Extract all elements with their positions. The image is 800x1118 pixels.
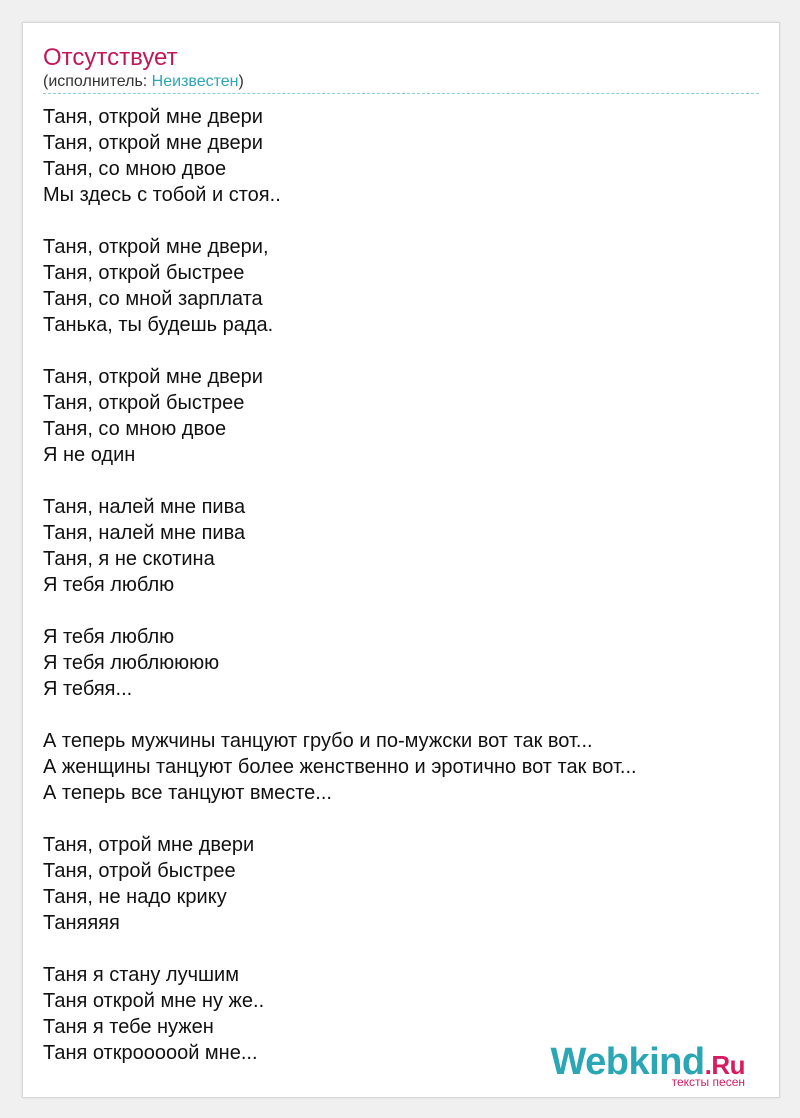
lyric-line: А теперь мужчины танцуют грубо и по-мужски вот так вот... xyxy=(43,730,593,752)
lyric-line: Таня, открой мне двери xyxy=(43,366,263,388)
lyric-line: Мы здесь с тобой и стоя.. xyxy=(43,184,281,206)
lyric-line: Таня открооооой мне... xyxy=(43,1042,258,1064)
lyric-line: Таня я тебе нужен xyxy=(43,1016,214,1038)
logo-name: Webkind xyxy=(550,1041,705,1083)
lyric-line: А теперь все танцуют вместе... xyxy=(43,782,332,804)
lyrics-stanza xyxy=(43,624,759,702)
artist-line xyxy=(43,72,244,92)
artist-suffix: ) xyxy=(238,73,244,90)
lyric-line: Таняяяя xyxy=(43,912,120,934)
lyric-line: Таня, отрой мне двери xyxy=(43,834,255,856)
artist-prefix: (исполнитель: xyxy=(43,73,152,90)
lyric-line: Я не один xyxy=(43,444,136,466)
lyric-line: Таня, я не скотина xyxy=(43,548,215,570)
lyrics-stanza xyxy=(43,832,759,936)
lyric-line: Таня, открой быстрее xyxy=(43,262,245,284)
artist-link[interactable]: Неизвестен xyxy=(151,73,239,90)
lyrics-card xyxy=(22,22,780,1098)
lyric-line: Таня, открой мне двери xyxy=(43,132,263,154)
lyrics-stanza xyxy=(43,364,759,468)
lyric-line: Таня, открой мне двери xyxy=(43,106,263,128)
site-logo[interactable] xyxy=(550,1041,745,1089)
song-title: Отсутствует xyxy=(43,44,178,71)
lyric-line: Таня, открой мне двери, xyxy=(43,236,269,258)
lyric-line: Таня, со мной зарплата xyxy=(43,288,263,310)
lyric-line: Таня, не надо крику xyxy=(43,886,227,908)
lyric-line: Таня, отрой быстрее xyxy=(43,860,236,882)
lyric-line: Я тебя люблю xyxy=(43,574,175,596)
lyrics-stanza xyxy=(43,234,759,338)
lyric-line: Я тебя люблю xyxy=(43,626,175,648)
lyric-line: Таня, налей мне пива xyxy=(43,522,246,544)
lyric-line: Я тебяя... xyxy=(43,678,133,700)
logo-tagline: тексты песен xyxy=(671,1075,745,1089)
lyrics-stanza xyxy=(43,728,759,806)
lyrics-stanza xyxy=(43,104,759,208)
lyrics-stanza xyxy=(43,494,759,598)
lyric-line: Танька, ты будешь рада. xyxy=(43,314,274,336)
lyric-line: А женщины танцуют более женственно и эротично вот так вот... xyxy=(43,756,637,778)
lyric-line: Таня я стану лучшим xyxy=(43,964,239,986)
lyrics-body xyxy=(43,104,759,1066)
lyric-line: Таня, со мною двое xyxy=(43,418,227,440)
lyric-line: Таня, налей мне пива xyxy=(43,496,246,518)
lyric-line: Таня, открой быстрее xyxy=(43,392,245,414)
dashed-divider xyxy=(43,93,759,94)
logo-tld: .Ru xyxy=(704,1050,745,1080)
lyric-line: Я тебя люблюююю xyxy=(43,652,220,674)
lyric-line: Таня открой мне ну же.. xyxy=(43,990,265,1012)
lyric-line: Таня, со мною двое xyxy=(43,158,227,180)
